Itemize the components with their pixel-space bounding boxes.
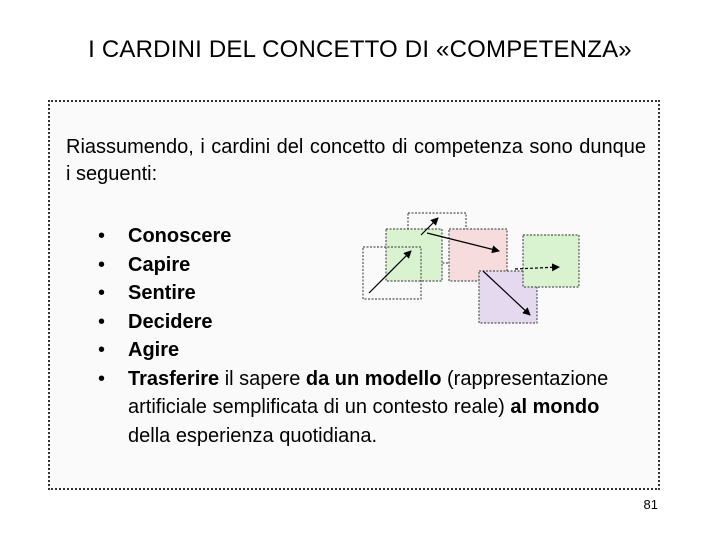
slide-title: I CARDINI DEL CONCETTO DI «COMPETENZA» (88, 36, 632, 63)
bullet-text: Conoscere (128, 225, 232, 247)
model-diagram (355, 205, 595, 330)
diagram-square-green-right (523, 235, 579, 287)
bullet-text: Sentire (128, 282, 196, 304)
bullet-dot: • (98, 225, 106, 247)
intro-text: Riassumendo, i cardini del concetto di competenza sono dunque i seguenti: (66, 136, 646, 185)
bullet-text: della esperienza quotidiana. (128, 424, 378, 447)
bullet-text: da un modello (305, 367, 442, 390)
bullet-text: Decidere (128, 310, 213, 333)
bullet-dot: • (98, 339, 106, 361)
bullet-text: Capire (128, 253, 191, 276)
bullet-dot: • (98, 310, 106, 333)
bullet-text: al mondo (510, 396, 600, 418)
bullet-dot: • (98, 367, 106, 390)
page-number: 81 (643, 497, 658, 512)
bullet-dot: • (98, 282, 106, 304)
diagram-square-green-left (386, 229, 442, 281)
bullet-item (98, 336, 638, 365)
bullet-text: (rappresentazione artificiale semplificata di un contesto reale) (128, 367, 609, 418)
bullet-text: Trasferire (128, 367, 220, 390)
bullet-text: Agire (128, 339, 180, 361)
bullet-dot: • (98, 253, 106, 276)
bullet-item (98, 365, 618, 451)
bullet-text: il sapere (219, 367, 306, 390)
